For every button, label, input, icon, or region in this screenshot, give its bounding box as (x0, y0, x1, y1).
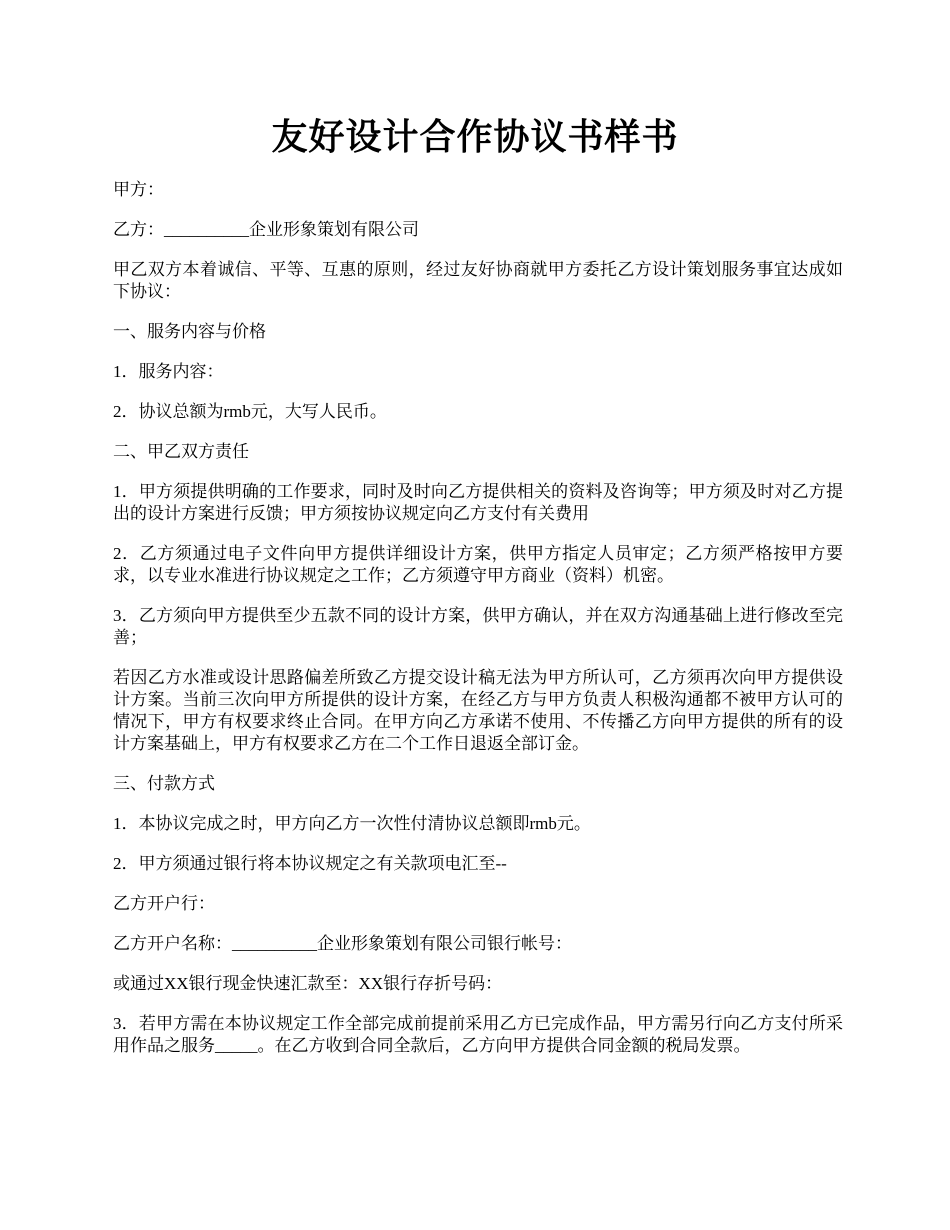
document-body (113, 179, 843, 1075)
clause-2-3: 3．乙方须向甲方提供至少五款不同的设计方案，供甲方确认，并在双方沟通基础上进行修改至完善； (113, 606, 843, 647)
clause-3-3: 3．若甲方需在本协议规定工作全部完成前提前采用乙方已完成作品，甲方需另行向乙方支付所采用作品之服务_____。在乙方收到合同全款后，乙方向甲方提供合同金额的税局发票。 (113, 1014, 843, 1055)
section-heading-1: 一、服务内容与价格 (113, 322, 266, 341)
clause-2-note: 若因乙方水准或设计思路偏差所致乙方提交设计稿无法为甲方所认可，乙方须再次向甲方提供设计方案。当前三次向甲方所提供的设计方案，在经乙方与甲方负责人积极沟通都不被甲方认可的情况下，甲方有权要求终止合同。在甲方向乙方承诺不使用、不传播乙方向甲方提供的所有的设计方案基础上，甲方有权要求乙方在二个工作日退返全部订金。 (113, 668, 843, 753)
clause-1-2: 2．协议总额为rmb元，大写人民币。 (113, 402, 387, 421)
clause-2-1: 1．甲方须提供明确的工作要求，同时及时向乙方提供相关的资料及咨询等；甲方须及时对乙方提出的设计方案进行反馈；甲方须按协议规定向乙方支付有关费用 (113, 482, 843, 523)
section-heading-3: 三、付款方式 (113, 774, 215, 793)
clause-2-2: 2．乙方须通过电子文件向甲方提供详细设计方案，供甲方指定人员审定；乙方须严格按甲方要求，以专业水准进行协议规定之工作；乙方须遵守甲方商业（资料）机密。 (113, 544, 843, 585)
section-heading-2: 二、甲乙双方责任 (113, 442, 249, 461)
alternate-transfer-line: 或通过XX银行现金快速汇款至：XX银行存折号码： (113, 974, 503, 993)
party-b-line: 乙方：__________企业形象策划有限公司 (113, 220, 419, 239)
clause-1-1: 1．服务内容： (113, 362, 224, 381)
account-name-line: 乙方开户名称：__________企业形象策划有限公司银行帐号： (113, 934, 572, 953)
document-title: 友好设计合作协议书样书 (271, 117, 679, 157)
clause-3-2: 2．甲方须通过银行将本协议规定之有关款项电汇至-- (113, 854, 507, 873)
clause-3-1: 1．本协议完成之时，甲方向乙方一次性付清协议总额即rmb元。 (113, 814, 591, 833)
bank-line: 乙方开户行： (113, 894, 215, 913)
preamble-paragraph: 甲乙双方本着诚信、平等、互惠的原则，经过友好协商就甲方委托乙方设计策划服务事宜达成如下协议： (113, 260, 843, 301)
party-a-line: 甲方： (113, 180, 164, 199)
